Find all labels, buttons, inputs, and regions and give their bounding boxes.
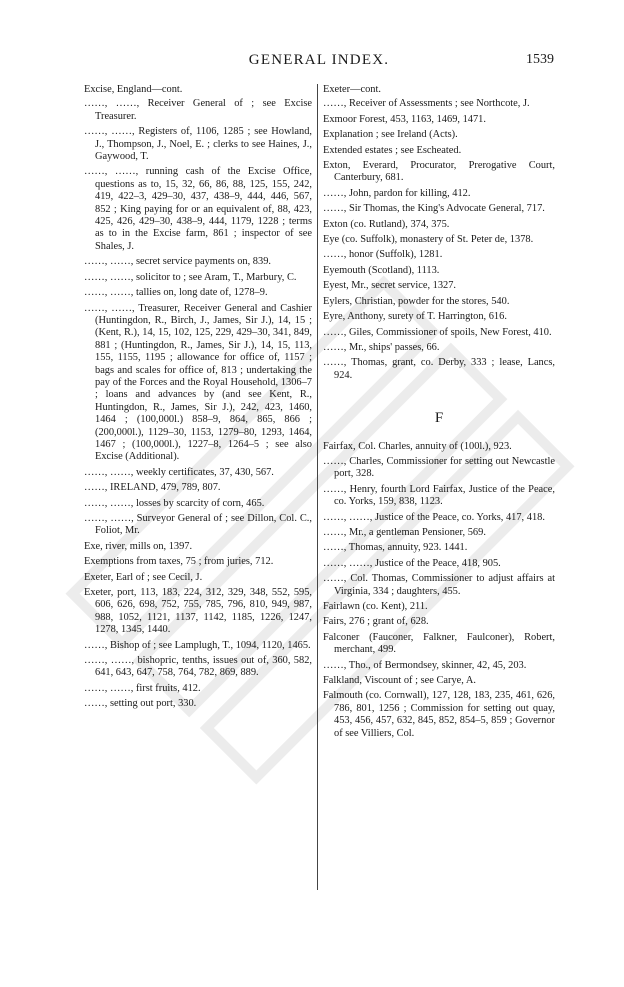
- index-entry: Exmoor Forest, 453, 1163, 1469, 1471.: [323, 113, 486, 125]
- right-column: [323, 84, 555, 743]
- index-entry: ……, ……, Justice of the Peace, 418, 905.: [323, 557, 501, 569]
- index-entry: ……, John, pardon for killing, 412.: [323, 187, 471, 199]
- index-entry: ……, Thomas, annuity, 923. 1441.: [323, 542, 468, 554]
- index-entry: Falkland, Viscount of ; see Carye, A.: [323, 675, 476, 687]
- index-entry: ……, Receiver of Assessments ; see Northcote, J.: [323, 98, 530, 110]
- index-entry: ……, ……, secret service payments on, 839.: [84, 256, 271, 268]
- index-entry: Exeter—cont.: [323, 84, 381, 95]
- index-entry: Exton, Everard, Procurator, Prerogative Court, Canterbury, 681.: [323, 160, 555, 184]
- index-entry: ……, ……, Justice of the Peace, co. Yorks, 417, 418.: [323, 511, 545, 523]
- index-entry: ……, honor (Suffolk), 1281.: [323, 249, 443, 261]
- index-entry: ……, setting out port, 330.: [84, 698, 197, 710]
- index-entry: Exe, river, mills on, 1397.: [84, 540, 193, 552]
- index-entry: ……, Tho., of Bermondsey, skinner, 42, 45, 203.: [323, 659, 527, 671]
- index-entry: Eyre, Anthony, surety of T. Harrington, 616.: [323, 311, 507, 323]
- index-entry: ……, Giles, Commissioner of spoils, New Forest, 410.: [323, 326, 552, 338]
- index-entry: Eyemouth (Scotland), 1113.: [323, 264, 440, 276]
- index-entry: ……, Mr., ships' passes, 66.: [323, 341, 440, 353]
- index-entry: ……, ……, bishopric, tenths, issues out of, 360, 582, 641, 643, 647, 758, 764, 782, 869, 889.: [84, 655, 312, 679]
- index-entry: Eye (co. Suffolk), monastery of St. Peter de, 1378.: [323, 234, 534, 246]
- index-entry: Falmouth (co. Cornwall), 127, 128, 183, 235, 461, 626, 786, 801, 1256 ; Commission for setting out quay, 453, 456, 457, 632, 845, 852, 854–5, 859 ; Governor of see Villiers, Col.: [323, 690, 555, 739]
- index-entry: Exeter, Earl of ; see Cecil, J.: [84, 571, 203, 583]
- column-divider: [317, 84, 318, 890]
- index-entry: ……, ……, first fruits, 412.: [84, 682, 201, 694]
- index-entry: ……, Henry, fourth Lord Fairfax, Justice of the Peace, co. Yorks, 159, 838, 1123.: [323, 483, 555, 508]
- index-entry: Explanation ; see Ireland (Acts).: [323, 129, 458, 141]
- page-header: [84, 52, 554, 74]
- index-entry: ……, Mr., a gentleman Pensioner, 569.: [323, 526, 486, 538]
- page-number: 1539: [526, 52, 554, 67]
- index-entry: ……, Thomas, grant, co. Derby, 333 ; lease, Lancs, 924.: [323, 357, 555, 381]
- index-entry: Falconer (Fauconer, Falkner, Faulconer), Robert, merchant, 499.: [323, 631, 555, 656]
- index-entry: Fairs, 276 ; grant of, 628.: [323, 616, 429, 628]
- left-column: [84, 84, 312, 714]
- index-entry: ……, ……, Receiver General of ; see Excise Treasurer.: [84, 98, 312, 122]
- index-entry: Excise, England—cont.: [84, 84, 183, 95]
- index-entry: ……, ……, Treasurer, Receiver General and Cashier (Huntingdon, R., Birch, J., James, Sir J.), 14, 15 ; (Kent, R.), 14, 15, 102, 125, 229, 429–30, 341, 849, 881 ; (Huntingdon, R., James, Sir J.), 14, 15, 113, 155, 1155, 1195 ; allowance for office of, 1157 ; bags and scales for office of, 813 ; undertaking the pay of the Forces and the Royal Household, 1306–7 ; loans and advances by (and see Kent, R., Huntingdon, R., James, Sir J.), 242, 423, 1460, 1464 ; (100,000l.) 858–9, 864, 865, 866 ; (200,000l.), 1129–30, 1153, 1279–80, 1293, 1464, 1467 ; (100,000l.), 1227–8, 1264–5 ; see also Excise (Additional).: [84, 302, 312, 463]
- index-entry: ……, ……, losses by scarcity of corn, 465.: [84, 497, 265, 509]
- index-entry: Exeter, port, 113, 183, 224, 312, 329, 348, 552, 595, 606, 626, 698, 752, 755, 785, 796, 810, 949, 987, 988, 1052, 1121, 1137, 1142, 1185, 1226, 1247, 1278, 1345, 1440.: [84, 587, 312, 636]
- index-entry: ……, ……, weekly certificates, 37, 430, 567.: [84, 466, 274, 478]
- index-entry: ……, IRELAND, 479, 789, 807.: [84, 482, 221, 494]
- section-letter: F: [434, 410, 444, 427]
- index-entry: ……, ……, tallies on, long date of, 1278–9.: [84, 287, 268, 299]
- index-entry: Fairlawn (co. Kent), 211.: [323, 601, 428, 612]
- index-entry: ……, Charles, Commissioner for setting out Newcastle port, 328.: [323, 455, 555, 480]
- index-entry: ……, Col. Thomas, Commissioner to adjust affairs at Virginia, 334 ; daughters, 455.: [323, 573, 555, 597]
- index-entry: ……, ……, running cash of the Excise Office, questions as to, 15, 32, 66, 86, 88, 125, 155, 242, 419, 422–3, 429–30, 437, 438–9, 444, 446, 567, 852 ; King paying for or an equivalent of, 88, 423, 425, 426, 429–30, 438–9, 444, 1179, 1228 ; terms as to in the Excise farm, 861 ; inspector of see Shales, J.: [84, 166, 312, 252]
- index-entry: ……, ……, Registers of, 1106, 1285 ; see Howland, J., Thompson, J., Noel, E. ; clerks to see Haines, J., Gaywood, T.: [84, 126, 312, 163]
- index-entry: Fairfax, Col. Charles, annuity of (100l.), 923.: [323, 440, 512, 452]
- index-entry: Exton (co. Rutland), 374, 375.: [323, 218, 450, 230]
- index-entry: ……, Bishop of ; see Lamplugh, T., 1094, 1120, 1465.: [84, 639, 311, 651]
- page-title: GENERAL INDEX.: [248, 52, 390, 68]
- index-entry: Eyest, Mr., secret service, 1327.: [323, 280, 457, 292]
- index-entry: ……, Sir Thomas, the King's Advocate General, 717.: [323, 203, 545, 215]
- index-entry: Extended estates ; see Escheated.: [323, 144, 462, 156]
- index-entry: ……, ……, solicitor to ; see Aram, T., Marbury, C.: [84, 271, 297, 283]
- index-entry: Exemptions from taxes, 75 ; from juries, 712.: [84, 556, 274, 568]
- index-entry: ……, ……, Surveyor General of ; see Dillon, Col. C., Foliot, Mr.: [84, 513, 312, 537]
- index-entry: Eylers, Christian, powder for the stores, 540.: [323, 295, 510, 307]
